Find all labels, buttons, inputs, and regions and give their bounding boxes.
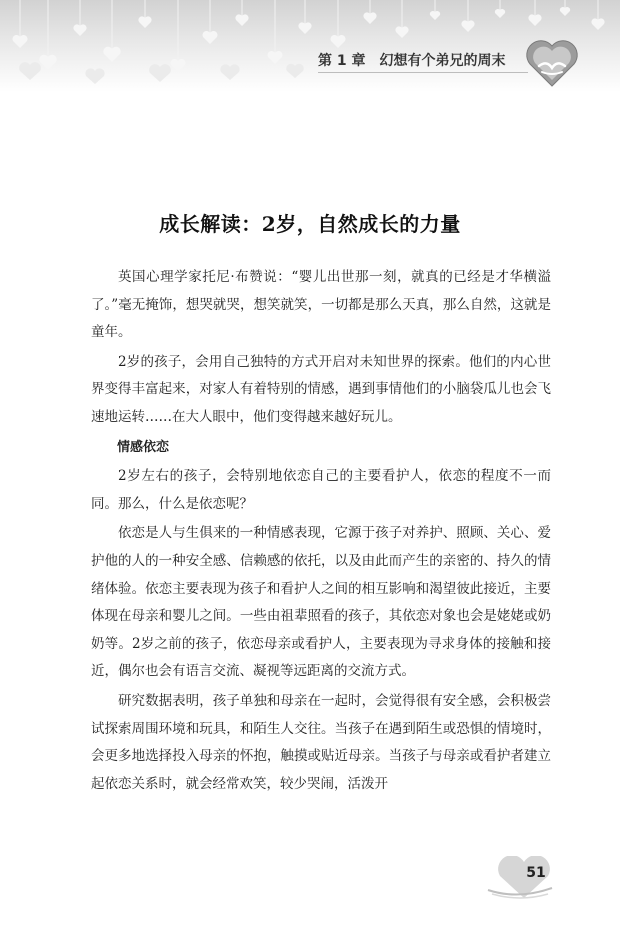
paragraph: 2岁左右的孩子，会特别地依恋自己的主要看护人，依恋的程度不一而同。那么，什么是依恋呢？	[91, 468, 551, 512]
section-title: 成长解读：2岁，自然成长的力量	[159, 212, 461, 236]
paragraph: 2岁的孩子，会用自己独特的方式开启对未知世界的探索。他们的内心世界变得丰富起来，对家人有着特别的情感，遇到事情他们的小脑袋瓜儿也会飞速地运转……在大人眼中，他们变得越来越好玩儿。	[91, 353, 551, 425]
header-rule	[318, 72, 528, 73]
paragraph: 英国心理学家托尼·布赞说：“婴儿出世那一刻，就真的已经是才华横溢了。”毫无掩饰，想哭就哭，想笑就笑，一切都是那么天真，那么自然，这就是童年。	[91, 269, 551, 341]
paragraph: 研究数据表明，孩子单独和母亲在一起时，会觉得很有安全感，会积极尝试探索周围环境和玩具，和陌生人交往。当孩子在遇到陌生或恐惧的情境时，会更多地选择投入母亲的怀抱，触摸或贴近母亲。当孩子与母亲或看护者建立起依恋关系时，就会经常欢笑，较少哭闹，活泼开	[91, 692, 551, 792]
chapter-title: 幻想有个弟兄的周末	[379, 53, 506, 69]
body-text	[91, 264, 551, 800]
chapter-number: 第 1 章	[318, 53, 366, 69]
chapter-header	[318, 50, 533, 70]
subheading: 情感依恋	[117, 439, 170, 455]
heart-hands-icon	[524, 36, 580, 90]
page-number: 51	[526, 865, 546, 881]
paragraph: 依恋是人与生俱来的一种情感表现，它源于孩子对养护、照顾、关心、爱护他的人的一种安全感、信赖感的依托，以及由此而产生的亲密的、持久的情绪体验。依恋主要表现为孩子和看护人之间的相互影响和渴望彼此接近，主要体现在母亲和婴儿之间。一些由祖辈照看的孩子，其依恋对象也会是姥姥或奶奶等。2岁之前的孩子，依恋母亲或看护人，主要表现为寻求身体的接触和接近，偶尔也会有语言交流、凝视等远距离的交流方式。	[91, 525, 551, 680]
